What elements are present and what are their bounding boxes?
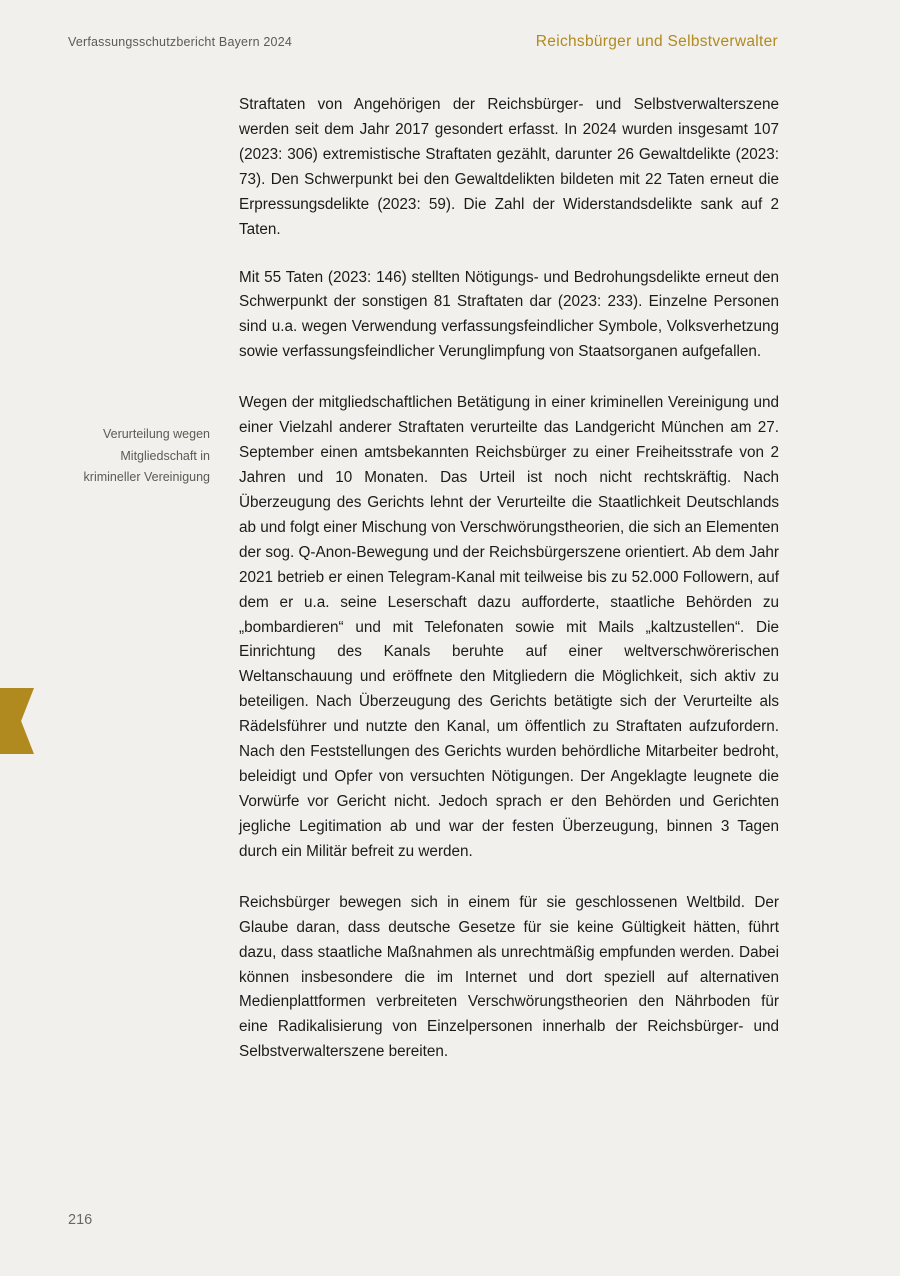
page-header — [68, 33, 778, 51]
chapter-edge-marker — [0, 688, 34, 754]
paragraph-coercion-threat-offences: Mit 55 Taten (2023: 146) stellten Nötigungs- und Bedrohungsdelikte erneut den Schwerpunkt der sonstigen 81 Straftaten dar (2023: 233). Einzelne Personen sind u.a. wegen Verwendung verfassungsfeindlicher Symbole, Volksverhetzung sowie verfassungsfeindlicher Verunglimpfung von Staatsorganen aufgefallen. — [239, 268, 779, 361]
paragraph-crime-statistics: Straftaten von Angehörigen der Reichsbürger- und Selbstverwalterszene werden seit dem Jahr 2017 gesondert erfasst. In 2024 wurden insgesamt 107 (2023: 306) extremistische Straftaten gezählt, darunter 26 Gewaltdelikte (2023: 73). Den Schwerpunkt bei den Gewaltdelikten bildeten mit 22 Taten erneut die Erpressungsdelikte (2023: 59). Die Zahl der Widerstandsdelikte sank auf 2 Taten. — [239, 96, 779, 238]
page-number: 216 — [68, 1212, 93, 1228]
chapter-title: Reichsbürger und Selbstverwalter — [535, 33, 778, 50]
margin-note — [68, 424, 210, 489]
body-text-column — [239, 93, 779, 1065]
paragraph-closed-worldview: Reichsbürger bewegen sich in einem für sie geschlossenen Weltbild. Der Glaube daran, dass deutsche Gesetze für sie keine Gültigkeit hätten, führt dazu, dass staatliche Maßnahmen als unrechtmäßig empfunden werden. Dabei können insbesondere die im Internet und dort speziell auf alternativen Medienplattformen verbreiteten Verschwörungstheorien den Nährboden für eine Radikalisierung von Einzelpersonen innerhalb der Reichsbürger- und Selbstverwalterszene bereiten. — [239, 893, 779, 1061]
margin-note-text: Verurteilung wegen Mitgliedschaft in krimineller Vereinigung — [83, 427, 210, 484]
paragraph-conviction-criminal-organisation: Wegen der mitgliedschaftlichen Betätigung in einer kriminellen Vereinigung und einer Vielzahl anderer Straftaten verurteilte das Landgericht München am 27. September einen amtsbekannten Reichsbürger zu einer Freiheitsstrafe von 2 Jahren und 10 Monaten. Das Urteil ist noch nicht rechtskräftig. Nach Überzeugung des Gerichts lehnt der Verurteilte die Staatlichkeit Deutschlands ab und folgt einer Mischung von Verschwörungstheorien, die sich an Elementen der sog. Q-Anon-Bewegung und der Reichsbürgerszene orientiert. Ab dem Jahr 2021 betrieb er einen Telegram-Kanal mit teilweise bis zu 52.000 Followern, auf dem er u.a. seine Leserschaft dazu aufforderte, staatliche Behörden zu „bombardieren“ und mit Telefonaten sowie mit Mails „kaltzustellen“. Die Einrichtung des Kanals beruhte auf einer weltverschwörerischen Weltanschauung und eröffnete den Mitgliedern die Möglichkeit, sich aktiv zu beteiligen. Nach Überzeugung des Gerichts betätigte sich der Verurteilte als Rädelsführer und nutzte den Kanal, um öffentlich zu Straftaten aufzufordern. Nach den Feststellungen des Gerichts wurden behördliche Mitarbeiter bedroht, beleidigt und Opfer von versuchten Nötigungen. Der Angeklagte leugnete die Vorwürfe vor Gericht nicht. Jedoch sprach er den Behörden und Gerichten jegliche Legitimation ab und war der festen Überzeugung, binnen 3 Tagen durch ein Militär befreit zu werden. — [239, 394, 779, 860]
report-title: Verfassungsschutzbericht Bayern 2024 — [68, 35, 292, 49]
